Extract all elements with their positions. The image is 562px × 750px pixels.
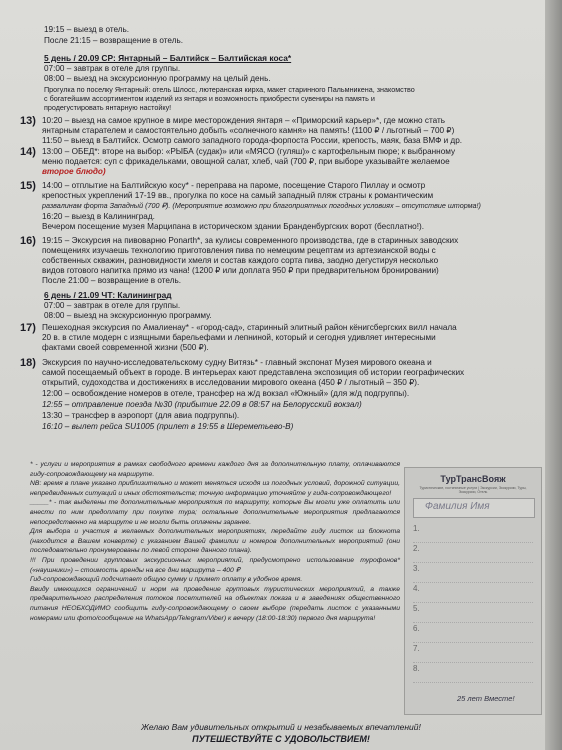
- note-nb: NB: время в плане указано приблизительно и может меняться исходя из погодных условий, дорожной ситуации, непредвиденных ситуаций и иных обстоятельств; точную информацию уточняйте у гида-сопровождающего!: [30, 480, 400, 497]
- item-16-line-3: собственных скважин, разновидности хмеля и состав каждого сорта пива, заодно дегустируя несколько: [42, 256, 439, 265]
- notepad-row: 4.: [413, 584, 533, 603]
- day5-desc-1: Прогулка по поселку Янтарный: отель Шлосс, лютеранская кирха, макет старинного Пальмникена, знакомство: [44, 85, 415, 94]
- day5-title: 5 день / 20.09 СР: Янтарный – Балтийск – Балтийская коса*: [44, 53, 292, 63]
- item-15-line-1: 14:00 – отплытие на Балтийскую косу* - переправа на пароме, посещение Старого Пиллау и осмотр: [42, 181, 426, 190]
- notepad-row: 6.: [413, 624, 533, 643]
- notepad-row: 3.: [413, 564, 533, 583]
- item-15-line-5: Вечером посещение музея Марципана в историческом здании Бранденбургских ворот (бесплатно!).: [42, 222, 424, 231]
- note-deadline: Ввиду имеющихся ограничений и норм на проведение групповых туристических мероприятий, а также предварительного распределения потоков посетителей на объектах показа и в заведениях общественного питания НЕОБХОДИМО сообщить гиду-сопровождающему о своем выборе (передать листок с указанными номерами или фото/сообщение на WhatsApp/Telegram/Viber) к вечеру (18:00-18:30) первого дня маршрута!: [30, 585, 400, 622]
- item-18-line-2: самой посещаемый объект в городе. В интерьерах кают представлена экспозиция об истории географических: [42, 368, 465, 377]
- item-18-line-5: 12:55 – отправление поезда №30 (прибытие 22.09 в 08:57 на Белорусский вокзал): [42, 400, 362, 409]
- item-18-line-6: 13:30 – трансфер в аэропорт (для авиа подгруппы).: [42, 411, 240, 420]
- note-guide-payment: Гид-сопровождающий подсчитает общую сумму и примет оплату в удобное время.: [30, 576, 303, 584]
- item-14-line-1: 13:00 – ОБЕД*: вторе на выбор: «РЫБА (судак)» или «МЯСО (гуляш)» с картофельным пюре; к выбранному: [42, 147, 456, 156]
- item-18-line-3: открытий, судоходства и достижениях в исследовании мирового океана (450 ₽ / льготный – 350 ₽).: [42, 378, 420, 387]
- item-14-number: 14): [20, 146, 36, 158]
- item-18-line-4: 12:00 – освобождение номеров в отеле, трансфер на ж/д вокзал «Южный» (для ж/д подгруппы).: [42, 389, 410, 398]
- footer-enjoy: ПУТЕШЕСТВУЙТЕ С УДОВОЛЬСТВИЕМ!: [192, 734, 370, 744]
- item-18-line-7: 16:10 – вылет рейса SU1005 (прилет в 19:55 в Шереметьево-В): [42, 422, 294, 431]
- day5-breakfast: 07:00 – завтрак в отеле для группы.: [44, 64, 181, 73]
- notepad-row: 7.: [413, 644, 533, 663]
- notepad-sheet: [404, 467, 542, 715]
- day6-title: 6 день / 21.09 ЧТ: Калининград: [44, 290, 172, 300]
- item-16-line-1: 19:15 – Экскурсия на пивоварню Ponarth*, за кулисы современного производства, где в старинных заводских: [42, 236, 459, 245]
- item-16-line-5: После 21:00 – возвращение в отель.: [42, 276, 182, 285]
- item-15-number: 15): [20, 180, 36, 192]
- hotel-return: После 21:15 – возвращение в отель.: [44, 36, 184, 45]
- item-15-line-3: развалинам форта Западный (700 ₽). (Мероприятие возможно при благоприятных погодных условиях – отсутствие шторма!): [42, 201, 481, 210]
- item-17-line-3: фактами своей современной жизни (500 ₽).: [42, 343, 209, 352]
- company-tagline: Туристические, гостиничные услуги | Экскурсии, Экскурсии, Туры, Экскурсии, Отель: [419, 486, 527, 494]
- company-logo: ТурТрансВояж: [440, 474, 506, 484]
- item-18-line-1: Экскурсия по научно-исследовательскому судну Витязь* - главный экспонат Музея мирового океана и: [42, 358, 432, 367]
- item-13-line-2: янтарным старателем и самостоятельно добыть «солнечного камня» на память! (1100 ₽ / льготный – 700 ₽): [42, 126, 455, 135]
- footnotes: [30, 460, 400, 623]
- note-tourophone: !!! При проведении групповых экскурсионных мероприятий, предусмотрено использование турофонов* («наушники») – стоимость аренды на все дни маршрута – 400 ₽: [30, 556, 400, 574]
- item-16-line-4: видов готового напитка прямо из чана! (1200 ₽ или доплата 950 ₽ при предварительном бронировании): [42, 266, 439, 275]
- hotel-departure: 19:15 – выезд в отель.: [44, 25, 130, 34]
- day5-desc-2: с богатейшим ассортиментом изделий из янтаря и возможность приобрести сувениры на память и: [44, 94, 375, 103]
- note-prepaid: _____* - так выделены те дополнительные мероприятия по маршруту, которые Вы могли уже оплатить или внести по ним предоплату при покупке тура; остальные дополнительные мероприятия предлагаются непосредственно на маршруте и не могли быть оплачены заранее.: [30, 499, 400, 526]
- item-17-line-1: Пешеходная экскурсия по Амалиенау* - «город-сад», старинный элитный район кёнигсбергских вилл начала: [42, 323, 457, 332]
- anniversary-stamp: 25 лет Вместе!: [457, 694, 515, 703]
- handwritten-name: Фамилия Имя: [425, 501, 490, 512]
- note-selection: Для выбора и участия в желаемых дополнительных мероприятиях, передайте гиду листок из блокнота (находится в Вашем конверте) с указанием Вашей фамилии и номеров дополнительных мероприятий (они последовательно пронумерованы по левой стороне данного плана).: [30, 528, 400, 555]
- item-16-number: 16): [20, 235, 36, 247]
- item-15-line-2: крепостных укреплений 17-19 вв., прогулка по косе на самый западный пляж страны к романтическим: [42, 191, 434, 200]
- footer-wish: Желаю Вам удивительных открытий и незабываемых впечатлений!: [141, 722, 421, 732]
- notepad-row: 5.: [413, 604, 533, 623]
- paper-edge: [545, 0, 562, 750]
- item-17-number: 17): [20, 322, 36, 334]
- item-13-number: 13): [20, 115, 36, 127]
- day6-excursion: 08:00 – выезд на экскурсионную программу.: [44, 311, 212, 320]
- item-17-line-2: 20 в. в стиле модерн с изящными барельефами и лепниной, который и сегодня удивляет интересными: [42, 333, 436, 342]
- item-15-line-4: 16:20 – выезд в Калининград.: [42, 212, 155, 221]
- notepad-row: 2.: [413, 544, 533, 563]
- item-14-line-3: второе блюдо): [42, 167, 106, 176]
- day5-desc-3: продегустировать янтарную настойку!: [44, 103, 172, 112]
- item-14-line-2: меню подается: суп с фрикадельками, овощной салат, хлеб, чай (700 ₽, при выборе указывайте желаемое: [42, 157, 450, 166]
- notepad-row: 8.: [413, 664, 533, 683]
- item-13-line-1: 10:20 – выезд на самое крупное в мире месторождения янтаря – «Приморский карьер»*, где можно стать: [42, 116, 446, 125]
- day6-breakfast: 07:00 – завтрак в отеле для группы.: [44, 301, 181, 310]
- notepad-row: 1.: [413, 524, 533, 543]
- day5-excursion: 08:00 – выезд на экскурсионную программу на целый день.: [44, 74, 271, 83]
- item-16-line-2: помещениях изучаешь технологию приготовления пива по немецким рецептам из артезианской воды с: [42, 246, 436, 255]
- item-13-line-3: 11:50 – выезд в Балтийск. Осмотр самого западного города-форпоста России, крепость, маяк, база ВМФ и др.: [42, 136, 463, 145]
- item-18-number: 18): [20, 357, 36, 369]
- note-paid-services: * - услуги и мероприятия в рамках свободного времени каждого дня за дополнительную плату, оплачиваются гиду-сопровождающему на маршруте.: [30, 461, 400, 478]
